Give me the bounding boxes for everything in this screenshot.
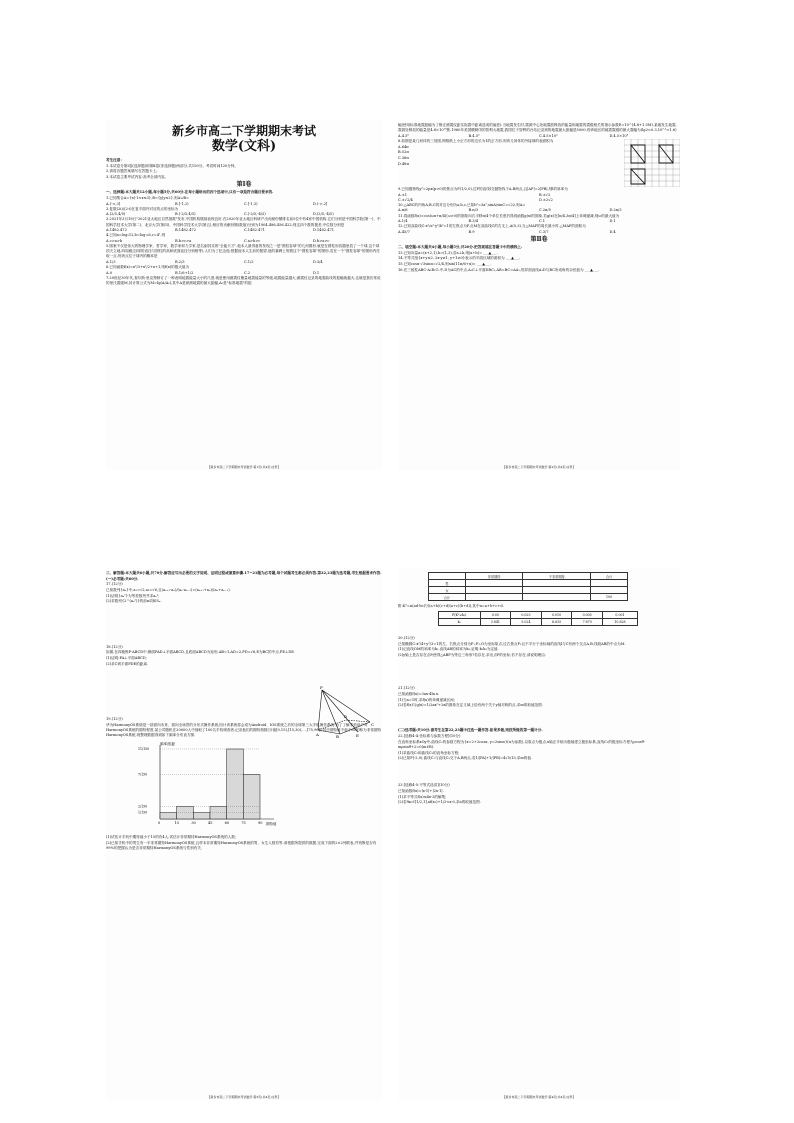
question-20: 已知椭圆C:x²/4+y²/3=1的左、右焦点分别为F₁,F₂,O为坐标原点,过右焦点F₂且不平行于坐标轴的直线l与C有两个交点A,B,线段AB的中点为M. — [398, 641, 626, 646]
option: D.(-∞,2] — [313, 201, 328, 206]
exam-subject: 数学(文科) — [211, 139, 277, 154]
question-22: 在直角坐标系xOy中,曲线C₁的参数方程为{x=2+2cosα, y=2sinα}(α为参数),以原点为极点,x轴正半轴为极轴建立极坐标系,直线C₂的极坐标方程为ρcosθ-mρsinθ+2=0(m∈R). — [398, 739, 646, 749]
table-row — [429, 580, 628, 587]
option: A.64π — [398, 144, 409, 149]
exam-title: 新乡市高二下学期期末考试 — [171, 124, 316, 138]
option: B.52π — [398, 150, 409, 155]
question-7: 7.20世纪30年代,查尔斯·里克特制订了一种表明地震能量大小的尺度,就是使用测震仪衡量地震能量的等级,地震能量越大,测震仪记录的地震曲线的振幅就越大.这就是我们常说的里氏震级M,其计算公式为M=lg(A/A₀),其中A是被测地震的最大振幅,A₀是"标准地震"的振 — [106, 275, 381, 285]
histogram-xlabel: 期待值 — [266, 821, 277, 826]
option: B.(-2/5,4/5) — [175, 212, 196, 217]
table-row — [429, 594, 628, 601]
table-cell — [591, 587, 628, 594]
question-16: 16.在三棱柱ABC-A₁B₁C₁中,D为AC的中点,A₁C⊥平面DBC₁,AB=BC=AA₁,则异面直线A₁D与BC所成角的余弦值为 ___▲___. — [398, 267, 600, 272]
exam-page-3 — [106, 568, 382, 1100]
question-17: 已知数列{aₙ}中,a₁=√2,a₂=√6,且(aₙ₊₁-aₙ)/(aₙ-aₙ₋₁)=(aₙ₊₁+aₙ)/(aₙ+aₙ₋₁). — [106, 588, 231, 593]
table-cell — [591, 580, 628, 587]
table-cell: 0.025 — [511, 612, 542, 619]
question-21-part-2: (2)若f(x)与g(x)=1/2ax²+2x的图象在定义域上恰有两个关于y轴对称的点,求m的取值范围. — [398, 703, 543, 708]
question-20-head: 20.(12分) — [398, 636, 415, 641]
question-18: 如图,在四棱锥P-ABCD中,侧面PAD⊥平面ABCD,且底面ABCD为矩形,AB=1,AD=2,PD=√6,E为BC的中点,PE⊥DE. — [106, 650, 296, 655]
histogram-figure — [136, 739, 286, 831]
question-22-head: 22.[选修4-4:坐标系与参数方程](10分) — [398, 734, 461, 739]
option: C.1/2 — [244, 259, 254, 264]
question-18-part-1: (1)证明:PA⊥平面ABCD; — [106, 655, 147, 660]
vertex-label: P — [320, 686, 323, 690]
question-23-part-1: (1)求不等式f(x)≤4x-2的解集; — [398, 794, 447, 799]
option: B.±√2 — [539, 192, 551, 197]
page-footer: 【新乡市高二下学期期末考试数学 第3页(共4页)文科】 — [207, 1095, 281, 1099]
option: C.1482.471 — [244, 228, 265, 233]
exam-page-1 — [106, 120, 382, 470]
option: B.4.5⁵ — [468, 133, 480, 138]
question-17-head: 17.(12分) — [106, 582, 123, 587]
question-22-part-1: (1)求曲线C₁和曲线C₂的直角坐标方程; — [398, 750, 460, 755]
question-19-part-2: (2)已知手机中的男生有一半非常期待HarmonyOS系统,且样本非常期待HarmonyOS系统的男、女生人数有等.请根据所提供的数据,完成下面的2×2列联表,并判断是否有99%的把握认为是否非常期待HarmonyOS系统与性别有关. — [106, 840, 377, 850]
table-cell: 5.024 — [511, 619, 542, 626]
option: C.a>b>c — [244, 238, 261, 243]
question-1-options — [106, 202, 382, 207]
option: B.3/4 — [468, 219, 479, 224]
option: A.π/6 — [398, 208, 408, 213]
option: C.4.5×10⁵ — [539, 133, 558, 138]
question-21-head: 21.(12分) — [398, 686, 415, 691]
x-tick-label: 15 — [174, 820, 180, 825]
table-row — [439, 612, 638, 619]
option: D.4 — [609, 230, 616, 234]
answer-blank: ▲ — [590, 267, 593, 272]
question-19-part-1: (1)试估计手机中期待值小于15的有4人,试估计非常期待HarmonyOS系统的人数; — [106, 834, 237, 839]
vertex-label: B — [336, 734, 339, 738]
table-cell: 男 — [429, 580, 466, 587]
option: D.b>a>c — [313, 238, 330, 243]
question-12: 12.已知双曲线C:x²/a²-y²/b²=1的左焦点为F,点M在双曲线C的右支上,A(0,3),当△MAF的周长最小时,△MAF的面积为 — [398, 224, 586, 229]
question-5: 5.图案不仅是伟大的物理学家、哲学家、数学家和力学家,是名副其实的"全能天才".他本人最得意的发现之一是"圆柱容球"的几何图形,就是在圆柱形容器里放了一个球,这个球顶天立地,四周碰边(球的直径与圆柱的高和底面直径分别相等),人们为了纪念他,根据他本人生前的愿望,他的墓碑上刻着这个"圆柱容球"的图形,若在一个"圆柱容球"的图形内任取一点,则该点位于球内的概率是 — [106, 244, 380, 259]
question-17-part-1: (1)证明{aₙ²}为等差数列并求aₙ²; — [106, 593, 160, 598]
question-20-part-1: (1)记直线OM的斜率为k₁,直线AB的斜率为k₂,证明:k₁k₂为定值. — [398, 647, 499, 652]
question-22-part-2: (2)已知P(-2,0),曲线C₁与直线C₂交于A,B两点,若1/|PA|+1/|PB|=4√5/15,求m的值. — [398, 756, 533, 761]
histogram-bar — [227, 749, 244, 819]
question-9-options-2 — [398, 198, 680, 203]
pyramid-figure — [316, 686, 376, 738]
table-cell: 10.828 — [602, 619, 637, 626]
part-1-heading: 第Ⅰ卷 — [236, 181, 252, 189]
x-tick-label: 75 — [241, 820, 246, 825]
table-cell: 6.635 — [541, 619, 572, 626]
question-17-part-2: (2)求数列{2^(aₙ²)}的前n项和Sₙ. — [106, 599, 162, 604]
exam-page-2 — [398, 120, 680, 470]
part-2-heading: 第Ⅱ卷 — [530, 236, 548, 244]
histogram-ylabel: 频率/组距 — [160, 741, 176, 746]
critical-value-table — [438, 611, 638, 626]
section-3-heading: 三、解答题:本大题共6小题,共70分.解答应写出必要的文字说明、证明过程或演算步骤.17~21题为必考题,每个试题考生都必须作答.第22,23题为选考题,考生根据要求作答. — [106, 571, 382, 575]
question-7-continued: 幅(使用标准地震振幅为了修正测震仪距实际震中距离造成的偏差).当地震发生时,震源中心处地震波释放的能量和地震的震级相关的指示参数E=10^(4.8+1.5M).某地发生地震,震源处释放的能量是4.8×10¹⁴焦.1960年美国俄勒冈的智利大地震,我国位于智利的台站记录到的地震最大振幅是5000,则该地区的地震震级的最大震幅为(lg2≈0.3,10⁰·²≈1.6) — [398, 123, 677, 133]
option: D.3/4 — [313, 259, 323, 264]
option: C.(-2/5,-4/5) — [244, 212, 266, 217]
option: A.(2/5,4/5) — [106, 212, 126, 217]
question-23-part-2: (2)若∃x₀∈[1/2,1],xf(x₀)+1/2<x-0,求a的取值范围. — [398, 800, 481, 805]
notice-heading: 考生注意： — [106, 158, 124, 162]
notice-1: 1.本试卷分第Ⅰ卷(选择题)和第Ⅱ卷(非选择题)两部分,共150分。考试时间120分钟。 — [106, 163, 238, 168]
y-tick-label: 2/150 — [138, 804, 148, 809]
answer-blank: ▲ — [511, 256, 514, 261]
table-cell — [465, 594, 522, 601]
option: A.45/7 — [398, 230, 410, 234]
question-10-options — [398, 208, 680, 213]
option: A.4.5⁶ — [398, 133, 409, 138]
option: A.c>a>b — [106, 238, 123, 243]
option: C.[-1,3) — [244, 201, 258, 206]
table-cell — [429, 573, 466, 580]
histogram-bar — [193, 812, 210, 818]
table-header-row — [429, 573, 628, 580]
table-cell — [465, 587, 522, 594]
option: C.1 — [539, 219, 546, 224]
option: D.1482.471 — [313, 228, 335, 233]
section-1-heading: 一、选择题:本大题共12小题,每小题5分,共60分.在每小题给出的四个选项中,只有一项是符合题目要求的. — [106, 190, 274, 195]
question-12-options — [398, 230, 680, 235]
question-8-block — [398, 139, 680, 187]
page-footer: 【新乡市高二下学期期末考试数学 第1页(共4页)文科】 — [207, 465, 281, 469]
question-21-part-1: (1)当a=1时,求f(x)的单调递减区间; — [398, 697, 455, 702]
option: B.1/6+1/2 — [175, 270, 194, 275]
question-15-text: 15.已知cosα-√3sinα=√2/4,则sin(11π/6+α)= — [398, 262, 476, 267]
option: A.±1 — [398, 192, 408, 197]
option: B.b>c>a — [175, 238, 192, 243]
chi-square-formula: 附:K²=n(ad-bc)²/((a+b)(c+d)(a+c)(b+d)),其中n=a+b+c+d. — [398, 604, 504, 608]
option: A.1/3 — [106, 259, 116, 264]
option: B.9 — [468, 230, 475, 234]
question-10: 10.△ABC的内角A,B,C的对边分别为a,b,c,已知b²=3a²,sinA/sinC=√22,则A= — [398, 202, 526, 207]
vertex-label: C — [371, 722, 375, 727]
question-15: 15.已知cosα-√3sinα=√2/4,则sin(11π/6+α)= ___▲___. — [398, 262, 492, 267]
question-2: 2.复数(2i)/(2-i)在复平面内对应的点的坐标为 — [106, 206, 179, 211]
question-19-head: 19.(12分) — [106, 717, 123, 722]
table-cell: 3.841 — [480, 619, 511, 626]
question-13-text: 13.已知向量a=(x+2,1),b=(1,3),若a⊥b,则|a+b|= — [398, 250, 482, 255]
question-23: 已知函数f(x)=|x-1|+|2x-1|. — [398, 789, 444, 794]
y-tick-label: 7/150 — [138, 772, 148, 777]
table-cell: 非常期待 — [465, 573, 522, 580]
option: D.48π — [398, 161, 409, 166]
vertex-label: D — [344, 714, 348, 719]
table-cell — [523, 587, 591, 594]
table-cell: 0.010 — [541, 612, 572, 619]
page-footer: 【新乡市高二下学期期末考试数学 第4页(共4页)文科】 — [502, 1095, 576, 1099]
table-cell: k₀ — [439, 619, 481, 626]
question-21: 已知函数f(x)=3ax-4ln x. — [398, 691, 440, 696]
vertex-label: E — [356, 733, 359, 738]
histogram-bar — [243, 774, 260, 819]
table-cell: 合计 — [591, 573, 628, 580]
question-3: 3.2021年3月18日"2021亚太地区自然指数"发布,中国机构继续表现良好.在2020年亚太地区科研产出贡献份额排名前5位中有4家中国机构,它们分别是中国科学院(第一)、中国科学技术大学(第二)、北京大学(第四)、中国科学技术大学(第五),相应的贡献份额(数值)分别为1904.486,456.422,则这四个数的极差,中位数分别是 — [106, 217, 381, 227]
option: D.1 — [313, 270, 320, 275]
option: A.(-∞,3] — [106, 201, 121, 206]
table-cell — [523, 580, 591, 587]
notice-3: 3.本试卷主要考试内容:高考全部内容。 — [106, 175, 169, 180]
question-11: 11.将函数f(x)=cos(ωx+π/4)(ω>0)的图象向右平移π/4个单位长度后得到函数g(x)的图象,若g(x)在[π/4,3π/4]上单调递减,则ω的最大值为 — [398, 213, 620, 218]
question-13: 13.已知向量a=(x+2,1),b=(1,3),若a⊥b,则|a+b|= ___▲___. — [398, 250, 498, 255]
option: D.±2√2 — [539, 197, 553, 202]
contingency-table — [428, 572, 628, 601]
option: D.4.5×10⁴ — [609, 133, 629, 138]
y-tick-label: 1/150 — [138, 810, 148, 815]
page-footer: 【新乡市高二下学期期末考试数学 第2页(共4页)文科】 — [502, 465, 576, 469]
x-tick-label: 30 — [191, 820, 196, 825]
table-cell — [465, 580, 522, 587]
option: C.2π/5 — [539, 208, 551, 213]
question-20-part-2: (2)y轴上是否存在点P,使得△ABP为等边三角形?若存在,求出点P的坐标;若不存在,请说明理由. — [398, 653, 546, 658]
option: B.[-1,2) — [175, 201, 189, 206]
exam-page-4 — [398, 568, 680, 1100]
option: B.π/3 — [468, 208, 479, 213]
question-9: 9.已知抛物线y²=2px(p>0)的焦点为F(1/2,0),过F的直线l交抛物线于A,B两点,且|AF|=2|FB|,则l的斜率为 — [398, 186, 568, 191]
table-cell: 女 — [429, 587, 466, 594]
question-19: 华为HarmonyOS系统是一款面向未来、面向全场景的分布式操作系统,因计该系统将会成为Android、IOS系统之后的全球第三大手机操作系统.为了了解手机用户对HarmonyOS系统的期待程度,某公司随机在20000人中抽取了100名手机调查者,记录他们的期待指数(分值[0,15),[15,30),…,[75,90]),其中期待值不低于60的称为非常期待HarmonyOS系统,现整理数据得到如下频率分布直方图. — [106, 722, 382, 738]
table-cell: 0.001 — [602, 612, 637, 619]
table-cell: 合计 — [429, 594, 466, 601]
x-tick-label: 90 — [258, 820, 263, 825]
question-16-text: 16.在三棱柱ABC-A₁B₁C₁中,D为AC的中点,A₁C⊥平面DBC₁,AB=BC=AA₁,则异面直线A₁D与BC所成角的余弦值为 — [398, 267, 584, 272]
option: D.1 — [609, 219, 616, 224]
answer-blank: ▲ — [488, 250, 492, 255]
option: A.0 — [106, 270, 113, 275]
three-view-grid-figure — [624, 139, 680, 187]
histogram-bar — [160, 812, 177, 818]
option: A.1482.472 — [106, 228, 127, 233]
option: C.±√2/4 — [398, 197, 413, 202]
question-6: 6.已知函数f(x)=x³/3+x²/2+x+1,则f(x)的极大值为 — [106, 265, 190, 270]
table-cell: 不非常期待 — [523, 573, 591, 580]
table-cell — [523, 594, 591, 601]
x-tick-label: 45 — [208, 820, 213, 825]
question-4: 4.已知a=log₃12,b=log₁₃6,c=4¹,则 — [106, 233, 166, 238]
notice-2: 2.请将各题答案填写在答题卡上。 — [106, 169, 160, 174]
option: B.1482.472 — [175, 228, 196, 233]
y-tick-label: 11/150 — [138, 746, 150, 751]
answer-blank: ▲ — [482, 262, 486, 267]
vertex-label: A — [316, 732, 319, 737]
spacer — [398, 626, 680, 636]
option: D.(2/5,-4/5) — [313, 212, 334, 217]
question-8: 8.如图是某几何体的三视图,网格纸上小正方形的边长为1的正方形,则该几何体的外接球的表面积为 — [398, 138, 554, 143]
question-14: 14.不等式组{x+y≤2, 2x-y≥1, y+1≥0}表示的平面区域的面积为 ___▲___. — [398, 256, 521, 261]
question-23-head: 23.[选修4-5:不等式选讲](10分) — [398, 783, 450, 788]
question-1: 1.已知集合A={x|-1<x≤3},B={y|y≤2},则A∪B= — [106, 195, 189, 200]
x-tick-label: 60 — [224, 820, 230, 825]
option: B.2/3 — [175, 259, 185, 264]
table-cell: 100 — [591, 594, 628, 601]
optional-section-heading: (二)选考题:共10分.请考生在第22,23题中任选一题作答.如果多做,则按所做的第一题计分. — [398, 728, 543, 733]
table-row — [439, 619, 638, 626]
option: C.3/7 — [539, 230, 549, 234]
question-18-part-2: (2)求C到平面PDE的距离. — [106, 661, 149, 666]
option: A.1/4 — [398, 219, 408, 224]
x-tick-label: 0 — [158, 820, 161, 825]
section-2-heading: 二、填空题:本大题共4小题,每小题5分,共20分.把答案填在答题卡中的横线上. — [398, 245, 523, 250]
table-cell: 0.005 — [572, 612, 603, 619]
option: C.2 — [244, 270, 251, 275]
table-row — [429, 587, 628, 594]
option: D.2π/3 — [609, 208, 622, 213]
question-18-head: 18.(12分) — [106, 644, 123, 649]
required-subsection: (一)必考题:共60分. — [106, 576, 139, 581]
question-14-text: 14.不等式组{x+y≤2, 2x-y≥1, y+1≥0}表示的平面区域的面积为 — [398, 256, 505, 261]
table-cell: 7.879 — [572, 619, 603, 626]
table-cell: 0.05 — [480, 612, 511, 619]
option: C.36π — [398, 155, 409, 160]
table-cell: P(K²≥k₀) — [439, 612, 481, 619]
